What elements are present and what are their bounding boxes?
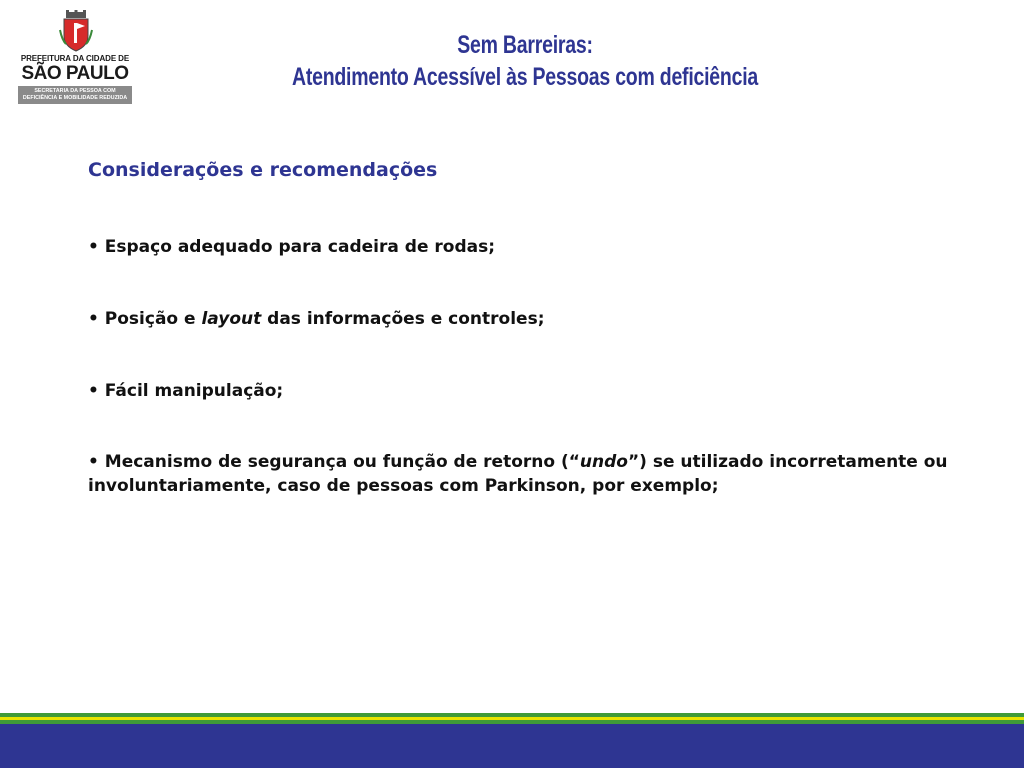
org-name-line1: PREFEITURA DA CIDADE DE <box>20 54 130 63</box>
bullet-layout-pre: • Posição e <box>88 309 202 329</box>
city-coat-of-arms-icon <box>58 10 94 52</box>
bullet-layout-em: layout <box>201 309 262 329</box>
bullet-layout-post: das informações e controles; <box>261 309 545 329</box>
bullet-undo-pre: • Mecanismo de segurança ou função de retorno (“ <box>88 452 580 472</box>
bullet-undo-mechanism <box>88 450 948 498</box>
bullet-easy-handling: • Fácil manipulação; <box>88 381 284 401</box>
section-heading: Considerações e recomendações <box>88 159 438 181</box>
sao-paulo-logo <box>14 10 136 106</box>
bullet-undo-post: ”) se utilizado incorretamente ou involuntariamente, caso de pessoas com Parkinson, por exemplo; <box>88 452 948 496</box>
bullet-wheelchair-space: • Espaço adequado para cadeira de rodas; <box>88 237 496 257</box>
secretariat-line1: SECRETARIA DA PESSOA COM <box>34 88 116 94</box>
org-name-line2: SÃO PAULO <box>21 63 129 84</box>
bullet-layout <box>88 307 948 331</box>
secretariat-line2: DEFICIÊNCIA E MOBILIDADE REDUZIDA <box>22 95 128 101</box>
title-line2: Atendimento Acessível às Pessoas com deficiência <box>291 63 759 91</box>
bullet-undo-em: undo <box>579 452 628 472</box>
footer-blue-band <box>0 724 1024 768</box>
secretariat-label <box>18 86 132 104</box>
slide-title <box>200 28 850 92</box>
title-line1: Sem Barreiras: <box>457 31 593 59</box>
